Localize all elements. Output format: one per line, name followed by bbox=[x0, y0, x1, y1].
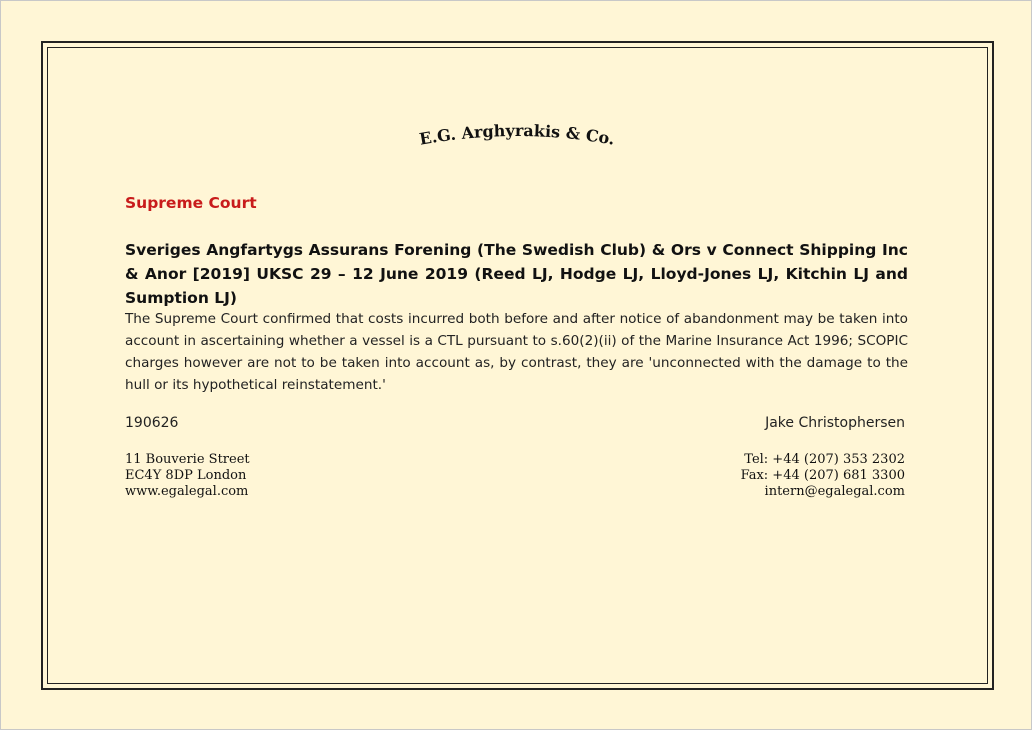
email-link[interactable]: intern@egalegal.com bbox=[764, 484, 905, 499]
case-summary: The Supreme Court confirmed that costs incurred both before and after notice of abandonment may be taken into account in ascertaining whether a vessel is a CTL pursuant to s.60(2)(ii) of the Marine Insurance Act 1996; SCOPIC charges however are not to be taken into account as, by contrast, they are 'unconnected with the damage to the hull or its hypothetical reinstatement.' bbox=[125, 311, 908, 393]
address-street: 11 Bouverie Street bbox=[125, 452, 250, 467]
contact-fax: Fax: +44 (207) 681 3300 bbox=[740, 468, 905, 483]
address-city: EC4Y 8DP London bbox=[125, 468, 247, 483]
firm-contact bbox=[741, 452, 905, 500]
svg-text:E.G. Arghyrakis & Co. bbox=[418, 121, 616, 149]
website-link[interactable]: www.egalegal.com bbox=[125, 484, 249, 499]
author-name: Jake Christophersen bbox=[765, 415, 905, 431]
firm-logo bbox=[1, 119, 1032, 159]
firm-name: E.G. Arghyrakis & Co. bbox=[417, 120, 617, 149]
contact-tel: Tel: +44 (207) 353 2302 bbox=[744, 452, 905, 467]
court-heading: Supreme Court bbox=[125, 194, 257, 212]
reference-number: 190626 bbox=[125, 415, 179, 431]
case-title: Sveriges Angfartygs Assurans Forening (The Swedish Club) & Ors v Connect Shipping Inc & Anor [2019] UKSC 29 – 12 June 2019 (Reed LJ, Hodge LJ, Lloyd-Jones LJ, Kitchin LJ and Sumption LJ) bbox=[125, 241, 908, 307]
firm-address bbox=[125, 452, 250, 500]
